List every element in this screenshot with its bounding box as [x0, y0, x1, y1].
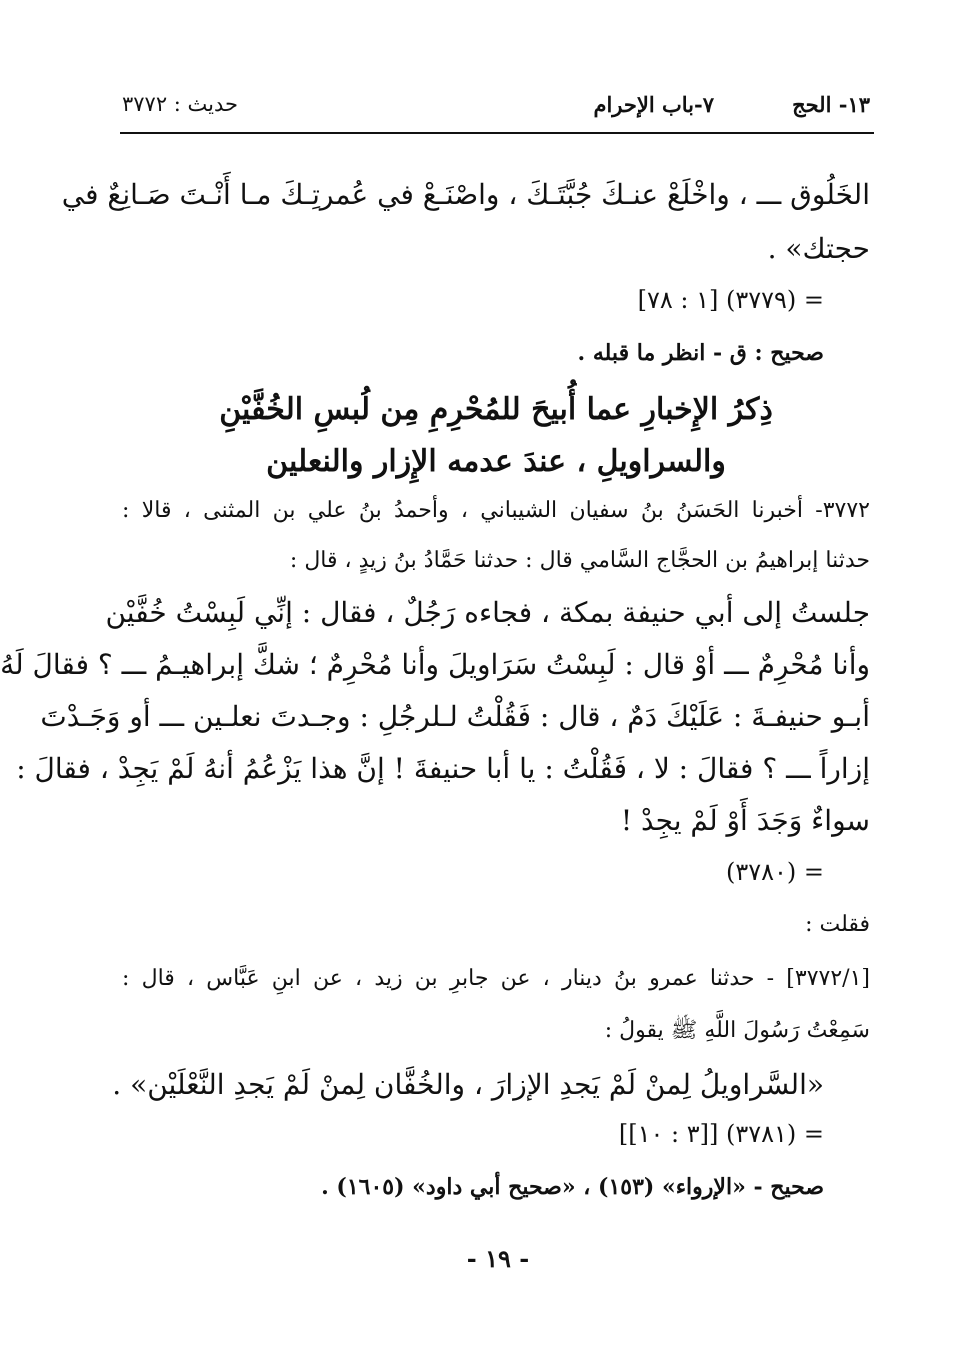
hadith-reference: حديث : ٣٧٧٢	[122, 92, 239, 116]
chapter-heading: والسراويلِ ، عندَ عدمه الإِزار والنعلين	[266, 444, 726, 479]
text-line: إزاراً ـــ ؟ فقالَ : لا ، فَقُلْتُ : يا أبا حنيفةَ ! إنَّ هذا يَزْعُمُ أنهُ لَمْ يَجِدْ ، فقالَ :	[16, 752, 870, 785]
text-line: أبـو حنيفـةَ : عَلَيْكَ دَمٌ ، قال : فَقُلْتُ لـلرجُلِ : وجـدتَ نعلـين ـــ أو وَجَـدْتَ	[40, 700, 870, 733]
text-line: الخَلُوق ـــ ، واخْلَعْ عنـكَ جُبَّتَـكَ ، واصْنَـعْ في عُمرتِـكَ مـا أَنْـتَ صَـانِعٌ في	[61, 178, 870, 211]
isnad-line: حدثنا إبراهيمُ بن الحجَّاج السَّامي قال : حدثنا حَمَّادُ بنُ زيدٍ ، قال :	[289, 548, 870, 573]
text-line: حجتك» .	[767, 232, 870, 265]
header-rule	[120, 132, 874, 134]
grading-note: صحيح : ق - انظر ما قبله .	[577, 340, 824, 366]
grading-note: صحيح - «الإرواء» (١٥٣) ، «صحيح أبي داود» (١٦٠٥) .	[321, 1174, 824, 1200]
text-line: وأنا مُحْرِمٌ ـــ أوْ قال : لَبِسْتُ سَرَاويلَ وأنا مُحْرِمٌ ؛ شكَّ إبراهيـمُ ـــ ؟ فقالَ لَهُ	[0, 648, 870, 681]
cross-reference: = (٣٧٧٩) [١ : ٧٨]	[637, 286, 824, 314]
text-line: سواءٌ وَجَدَ أَوْ لَمْ يجِدْ !	[620, 804, 870, 837]
chapter-title: ١٣- الحج	[792, 92, 870, 117]
isnad-line: سَمِعْتُ رَسُولَ اللَّهِ ﷺ يقولُ :	[604, 1018, 870, 1043]
chapter-heading: ذِكرُ الإِخبارِ عما أُبيحَ للمُحْرِمِ مِن لُبسِ الخُفَّيْنِ	[219, 392, 773, 427]
cross-reference: = (٣٧٨٠)	[725, 858, 824, 886]
section-title: ٧-باب الإحرام	[593, 92, 714, 117]
cross-reference: = (٣٧٨١) [[٣ : ١٠]]	[618, 1120, 824, 1148]
hadith-text: «السَّراويلُ لِمنْ لَمْ يَجدِ الإزارَ ، والخُفَّان لِمنْ لَمْ يَجدِ النَّعْلَيْن» .	[112, 1068, 824, 1101]
isnad-line: ٣٧٧٢- أخبرنا الحَسَنُ بنُ سفيان الشيباني ، وأحمدُ بنُ علي بن المثنى ، قالا :	[122, 498, 870, 523]
page-number: - ١٩ -	[466, 1244, 530, 1273]
text-line: جلستُ إلى أبي حنيفة بمكة ، فجاءه رَجُلٌ ، فقال : إنِّي لَبِسْتُ خُفَّيْن	[105, 596, 870, 629]
isnad-line: [٣٧٧٢/١] - حدثنا عمرو بنُ دينار ، عن جابرِ بن زيد ، عن ابنِ عَبَّاس ، قال :	[122, 966, 870, 991]
note-label: فقلت :	[805, 912, 870, 937]
